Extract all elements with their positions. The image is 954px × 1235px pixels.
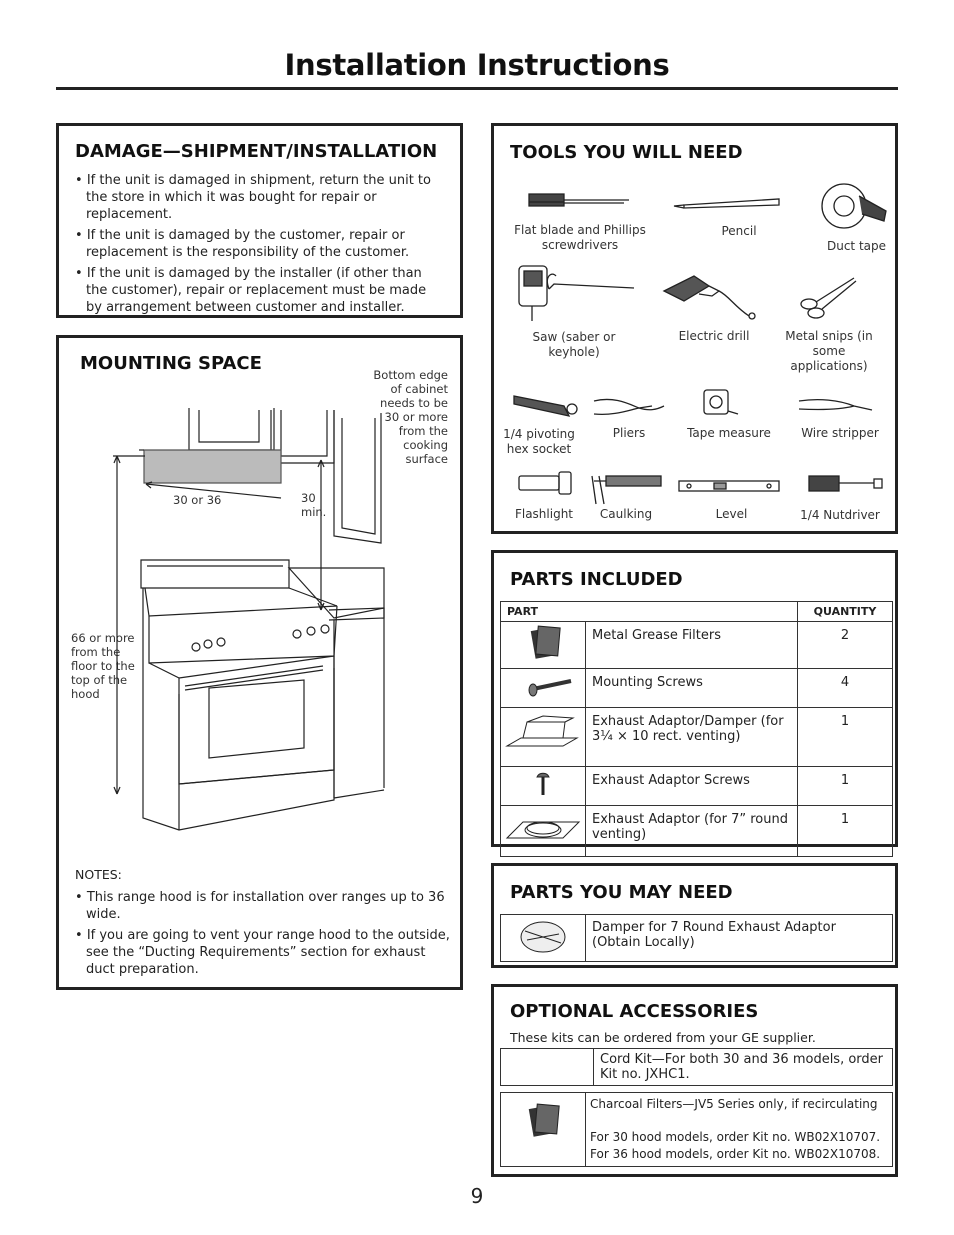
col-qty-header: QUANTITY — [798, 602, 893, 622]
tool-label: Pencil — [721, 224, 757, 238]
part-name: Exhaust Adaptor (for 7” round venting) — [586, 806, 798, 857]
nutdriver-icon — [809, 476, 882, 491]
note-item: • If you are going to vent your range hood to the outside, see the “Ducting Requirements” section for exhaust duct preparation. — [75, 927, 450, 978]
tool-label: Flat blade and Phillips screwdrivers — [514, 223, 646, 252]
duct-tape-icon — [822, 184, 886, 228]
tool-label: Metal snips (in some applications) — [785, 329, 873, 373]
electric-drill-icon — [664, 276, 755, 319]
accessories-heading: OPTIONAL ACCESSORIES — [510, 1001, 759, 1022]
tools-heading: TOOLS YOU WILL NEED — [510, 142, 743, 163]
parts-included-table — [500, 601, 893, 857]
flashlight-icon — [519, 472, 571, 494]
tools-box — [491, 123, 898, 534]
page-title: Installation Instructions — [284, 48, 670, 82]
mounting-notes — [75, 866, 450, 982]
tool-label: 1/4 Nutdriver — [800, 508, 880, 522]
mounting-space-box — [56, 335, 463, 990]
optional-part-name: Damper for 7 Round Exhaust Adaptor (Obtain Locally) — [586, 915, 893, 962]
part-name: Exhaust Adaptor/Damper (for 3¼ × 10 rect. venting) — [586, 708, 798, 767]
screw-icon — [501, 669, 586, 708]
part-qty: 4 — [798, 669, 893, 708]
part-name: Mounting Screws — [586, 669, 798, 708]
parts-included-heading: PARTS INCLUDED — [510, 569, 683, 590]
screwdriver-icon — [529, 194, 629, 206]
note-item: • This range hood is for installation over ranges up to 36 wide. — [75, 889, 450, 923]
part-qty: 1 — [798, 767, 893, 806]
tool-label: Tape measure — [687, 426, 771, 440]
charcoal-30: For 30 hood models, order Kit no. WB02X10707. — [590, 1130, 881, 1144]
charcoal-filter-table — [500, 1092, 893, 1167]
min-label: 30 min. — [301, 491, 327, 519]
hex-socket-icon — [514, 396, 577, 416]
charcoal-filter-icon — [501, 1093, 586, 1167]
charcoal-36: For 36 hood models, order Kit no. WB02X10708. — [590, 1147, 881, 1161]
cord-kit-text: Cord Kit—For both 30 and 36 models, order Kit no. JXHC1. — [594, 1049, 893, 1086]
grease-filter-icon — [501, 622, 586, 669]
damage-box — [56, 123, 463, 318]
tool-label: Level — [715, 507, 748, 521]
cord-kit-table — [500, 1048, 893, 1086]
tool-label: Caulking — [599, 507, 653, 521]
wire-stripper-icon — [799, 400, 872, 410]
damper-disc-icon — [501, 915, 586, 962]
level-icon — [679, 481, 779, 491]
pencil-icon — [674, 199, 779, 208]
tool-label: Duct tape — [826, 239, 887, 253]
tape-measure-icon — [704, 390, 738, 414]
parts-may-need-box — [491, 863, 898, 968]
cord-kit-image-cell — [501, 1049, 594, 1086]
damage-item: • If the unit is damaged by the installer (if other than the customer), repair or replacement must be made by arrangement between customer and installer. — [75, 265, 445, 316]
parts-included-box — [491, 550, 898, 847]
saw-icon — [519, 266, 634, 321]
tool-label: Wire stripper — [801, 426, 879, 440]
part-name: Exhaust Adaptor Screws — [586, 767, 798, 806]
tool-label: Saw (saber or keyhole) — [532, 330, 616, 359]
accessories-intro: These kits can be ordered from your GE supplier. — [510, 1030, 816, 1045]
bottom-edge-label: Bottom edge of cabinet needs to be 30 or more from the cooking surface — [373, 368, 448, 466]
charcoal-filter-cell — [586, 1093, 893, 1167]
tool-label: Electric drill — [678, 329, 750, 343]
notes-label: NOTES: — [75, 867, 122, 882]
adaptor-screw-icon — [501, 767, 586, 806]
title-rule — [56, 87, 898, 90]
damage-list — [75, 172, 445, 320]
width-label: 30 or 36 — [173, 493, 222, 507]
damage-item: • If the unit is damaged by the customer, repair or replacement is the responsibility of the customer. — [75, 227, 445, 261]
part-name: Metal Grease Filters — [586, 622, 798, 669]
optional-accessories-box — [491, 984, 898, 1177]
col-part-header: PART — [501, 602, 798, 622]
damper-icon — [501, 708, 586, 767]
parts-may-need-heading: PARTS YOU MAY NEED — [510, 882, 733, 903]
tool-label: Pliers — [612, 426, 646, 440]
caulking-gun-icon — [592, 476, 661, 504]
page-number: 9 — [470, 1184, 484, 1208]
charcoal-title: Charcoal Filters—JV5 Series only, if recirculating — [590, 1097, 878, 1111]
tool-label: Flashlight — [514, 507, 574, 521]
pliers-icon — [594, 399, 664, 414]
part-qty: 1 — [798, 806, 893, 857]
height-label: 66 or more from the floor to the top of the hood — [71, 631, 135, 701]
parts-may-need-table — [500, 914, 893, 962]
damage-heading: DAMAGE—SHIPMENT/INSTALLATION — [75, 141, 438, 162]
part-qty: 2 — [798, 622, 893, 669]
tool-label: 1/4 pivoting hex socket — [503, 427, 575, 456]
mounting-heading: MOUNTING SPACE — [80, 353, 262, 374]
round-adaptor-icon — [501, 806, 586, 857]
damage-item: • If the unit is damaged in shipment, return the unit to the store in which it was bought for repair or replacement. — [75, 172, 445, 223]
part-qty: 1 — [798, 708, 893, 767]
metal-snips-icon — [801, 278, 856, 318]
